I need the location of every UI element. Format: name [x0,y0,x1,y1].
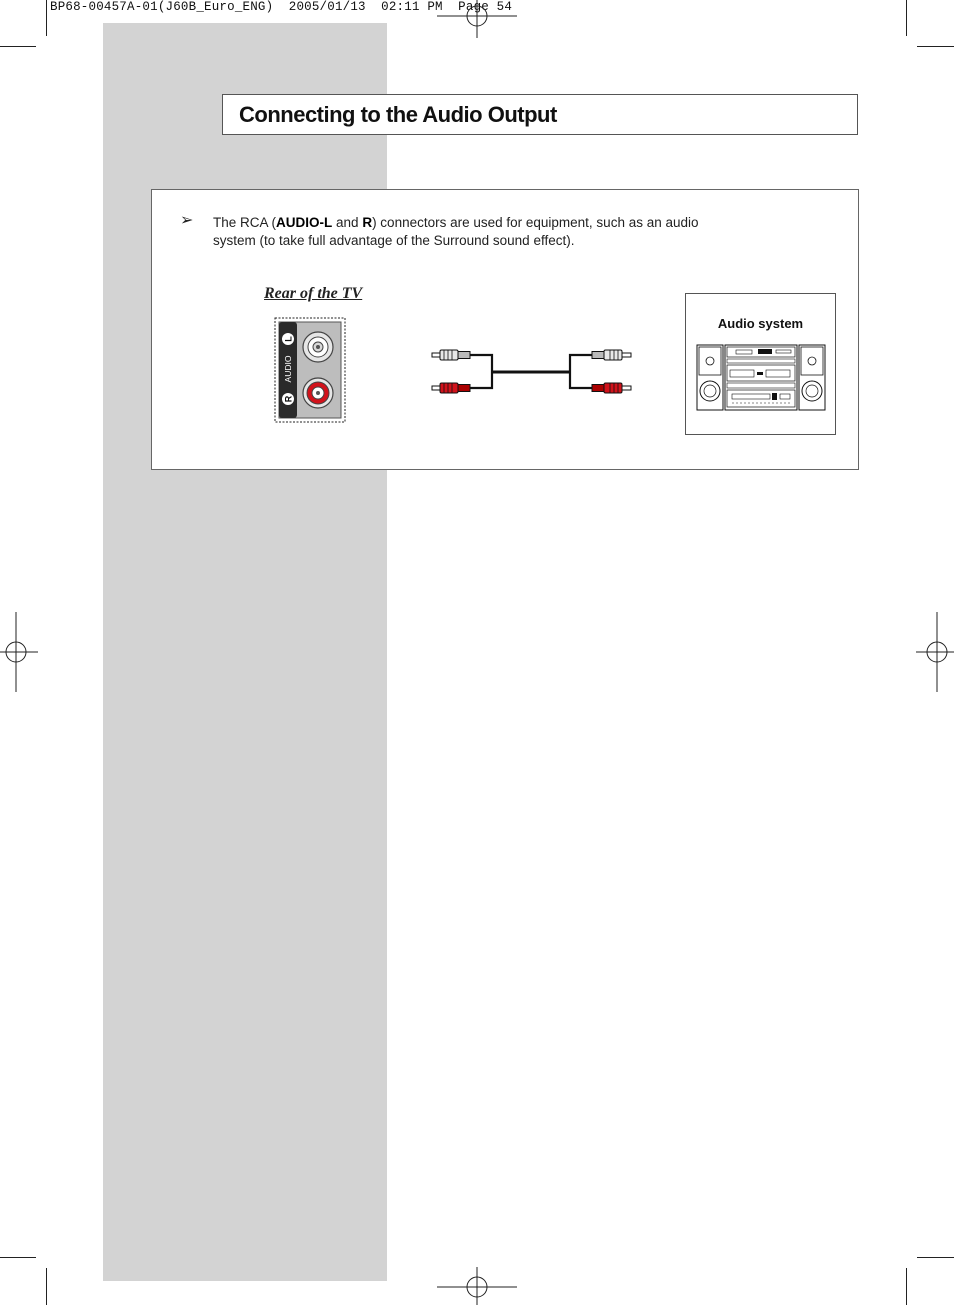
plug-right-white-icon [592,350,631,360]
note-bold-audio-l: AUDIO-L [276,215,333,230]
panel-label-l: L [283,336,294,342]
title-box [222,94,858,135]
crop-mark-bottom-left-h [0,1257,36,1258]
tv-audio-panel [274,317,346,423]
print-header: BP68-00457A-01(J60B_Euro_ENG) 2005/01/13 02:11 PM Page 54 [50,0,513,14]
note-text [213,214,733,250]
note-text-2: and [332,215,363,230]
crop-mark-bottom-left-v [46,1268,47,1305]
registration-mark-bottom-icon [437,1266,517,1305]
plug-left-white-icon [432,350,470,360]
crop-mark-top-left-v [46,0,47,36]
registration-mark-right-icon [916,612,954,692]
registration-mark-top-icon [437,0,517,40]
audio-system-box [685,293,836,435]
jack-audio-r-icon [303,378,333,408]
crop-mark-top-right-h [917,46,954,47]
crop-mark-top-right-v [906,0,907,36]
panel-label-r: R [283,395,294,403]
rear-of-tv-label: Rear of the TV [264,285,363,302]
note-text-3: ) connectors are used for equipment, such as an audio system (to take full advantage of the Surround sound effect). [213,215,699,248]
panel-label-audio: AUDIO [283,355,293,383]
note-bold-r: R [362,215,373,230]
plug-right-red-icon [592,383,631,393]
arrow-pointer-icon: ➢ [180,212,194,229]
stereo-system-icon [696,343,826,413]
note-text-1: The RCA ( [213,215,277,230]
crop-mark-bottom-right-v [906,1268,907,1305]
audio-system-label: Audio system [717,316,804,331]
crop-mark-bottom-right-h [917,1257,954,1258]
jack-audio-l-icon [303,332,333,362]
crop-mark-top-left-h [0,46,36,47]
content-box [151,189,859,470]
plug-left-red-icon [432,383,470,393]
rca-cable-icon [430,345,636,397]
page-title: Connecting to the Audio Output [239,102,557,127]
registration-mark-left-icon [0,612,38,692]
